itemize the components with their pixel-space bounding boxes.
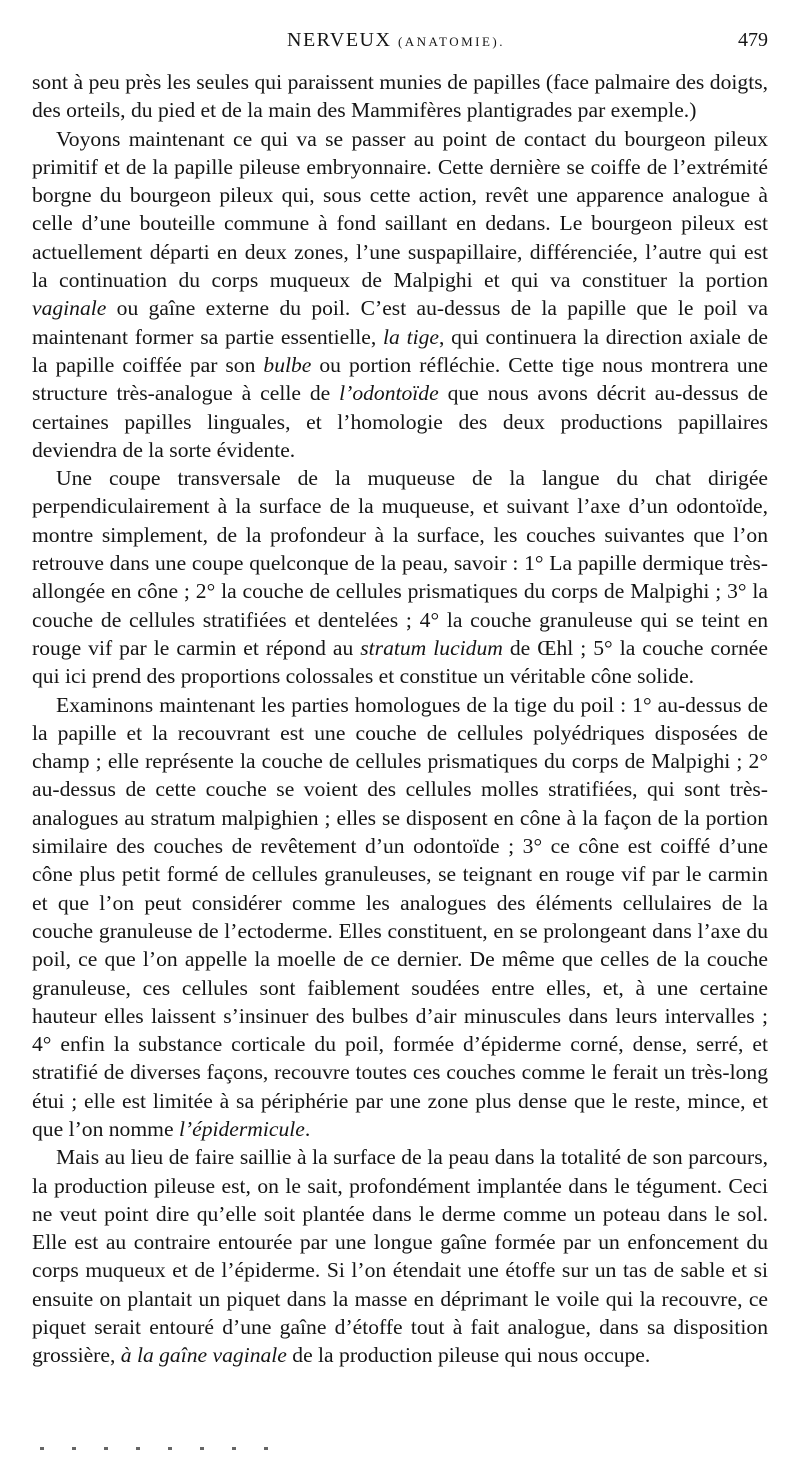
- italic-term: l’odontoïde: [339, 381, 439, 406]
- italic-term: stratum lucidum: [360, 635, 503, 660]
- paragraph: [32, 125, 768, 465]
- italic-term: à la gaîne vaginale: [120, 1343, 287, 1368]
- page-bottom-marks: [40, 1437, 440, 1443]
- ink-mark: [104, 1447, 108, 1450]
- paragraph: [32, 68, 768, 125]
- text-run: sont à peu près les seules qui paraissent munies de papilles (face palmaire des doigts, des orteils, du pied et de la main des Mammifères plantigrades par exemple.): [32, 70, 768, 123]
- text-run: .: [304, 1116, 311, 1141]
- running-title-main: NERVEUX: [287, 29, 392, 51]
- ink-mark: [232, 1447, 236, 1450]
- running-title-sub: (ANATOMIE).: [397, 34, 506, 49]
- text-run: Examinons maintenant les parties homologues de la tige du poil : 1° au-dessus de la papille et la recouvrant est une couche de cellules polyédriques disposées de champ ; elle représente la couche de cellules prismatiques du corps de Malpighi ; 2° au-dessus de cette couche se voient des cellules molles stratifiées, qui sont très-analogues au stratum malpighien ; elles se disposent en cône à la façon de la portion similaire des couches de revêtement d’un odontoïde ; 3° ce cône est coiffé d’une cône plus petit formé de cellules granuleuses, se teignant en rouge vif par le carmin et que l’on peut considérer comme les analogues des éléments cellulaires de la couche granuleuse de l’ectoderme. Elles constituent, en se prolongeant dans l’axe du poil, ce que l’on appelle la moelle de ce dernier. De même que celles de la couche granuleuse, ces cellules sont faiblement soudées entre elles, et, à une certaine hauteur elles laissent s’insinuer des bulbes d’air minuscules dans leurs intervalles ; 4° enfin la substance corticale du poil, formée d’épiderme corné, dense, serré, et stratifié de diverses façons, recouvre toutes ces couches comme le ferait un très-long étui ; elle est limitée à sa périphérie par une zone plus dense que le reste, mince, et que l’on nomme: [32, 692, 768, 1141]
- italic-term: bulbe: [263, 352, 312, 377]
- text-run: de Œhl ; 5° la couche cornée qui ici prend des proportions colossales et constitue un véritable cône solide.: [32, 635, 768, 689]
- text-run: que nous avons décrit au-dessus de certaines papilles linguales, et l’homologie des deux productions papillaires deviendra de la sorte évidente.: [32, 381, 768, 462]
- ink-mark: [72, 1447, 76, 1450]
- ink-mark: [168, 1447, 172, 1450]
- ink-mark: [136, 1447, 140, 1450]
- text-run: Une coupe transversale de la muqueuse de la langue du chat dirigée perpendiculairement à la surface de la muqueuse, et suivant l’axe d’un odontoïde, montre simplement, de la profondeur à la surface, les couches suivantes que l’on retrouve dans une coupe quelconque de la peau, savoir : 1° La papille dermique très-allongée en cône ; 2° la couche de cellules prismatiques du corps de Malpighi ; 3° la couche de cellules stratifiées et dentelées ; 4° la couche granuleuse qui se teint en rouge vif par le carmin et répond au: [32, 466, 768, 660]
- italic-term: vaginale: [32, 296, 107, 321]
- running-header: [32, 24, 768, 54]
- text-run: Mais au lieu de faire saillie à la surface de la peau dans la totalité de son parcours, la production pileuse est, on le sait, profondément implantée dans le tégument. Ceci ne veut point dire qu’elle soit plantée dans le derme comme un poteau dans le sol. Elle est au contraire entourée par une longue gaîne formée par un enfoncement du corps muqueux et de l’épiderme. Si l’on étendait une étoffe sur un tas de sable et si ensuite on plantait un piquet dans la masse en déprimant le voile qui la recouvre, ce piquet serait entouré d’une gaîne d’étoffe tout à fait analogue, dans sa disposition grossière,: [32, 1145, 768, 1368]
- running-title: [287, 26, 505, 56]
- paragraph: [32, 464, 768, 690]
- ink-mark: [40, 1447, 44, 1450]
- paragraph: [32, 1143, 768, 1369]
- text-run: , qui continuera la direction axiale de la papille coiffée par son: [32, 324, 768, 377]
- text-run: Voyons maintenant ce qui va se passer au point de contact du bourgeon pileux primitif et de la papille pileuse embryonnaire. Cette dernière se coiffe de l’extrémité borgne du bourgeon pileux qui, sous cette action, revêt une apparence analogue à celle d’une bouteille commune à fond saillant en dedans. Le bourgeon pileux est actuellement départi en deux zones, l’une suspapillaire, différenciée, l’autre qui est la continuation du corps muqueux de Malpighi et qui va constituer la portion: [32, 126, 768, 293]
- text-run: de la production pileuse qui nous occupe.: [286, 1343, 651, 1368]
- ink-mark: [200, 1447, 204, 1450]
- body-text: [32, 68, 768, 1370]
- ink-mark: [264, 1447, 268, 1450]
- page-number: 479: [738, 29, 768, 51]
- text-run: ou gaîne externe du poil. C’est au-dessus de la papille que le poil va maintenant former sa partie essentielle,: [32, 296, 768, 349]
- text-run: ou portion réfléchie. Cette tige nous montrera une structure très-analogue à celle de: [32, 352, 769, 406]
- book-page: [32, 24, 768, 1370]
- paragraph: [32, 691, 768, 1144]
- italic-term: la tige: [383, 324, 439, 349]
- italic-term: l’épidermicule: [178, 1116, 305, 1141]
